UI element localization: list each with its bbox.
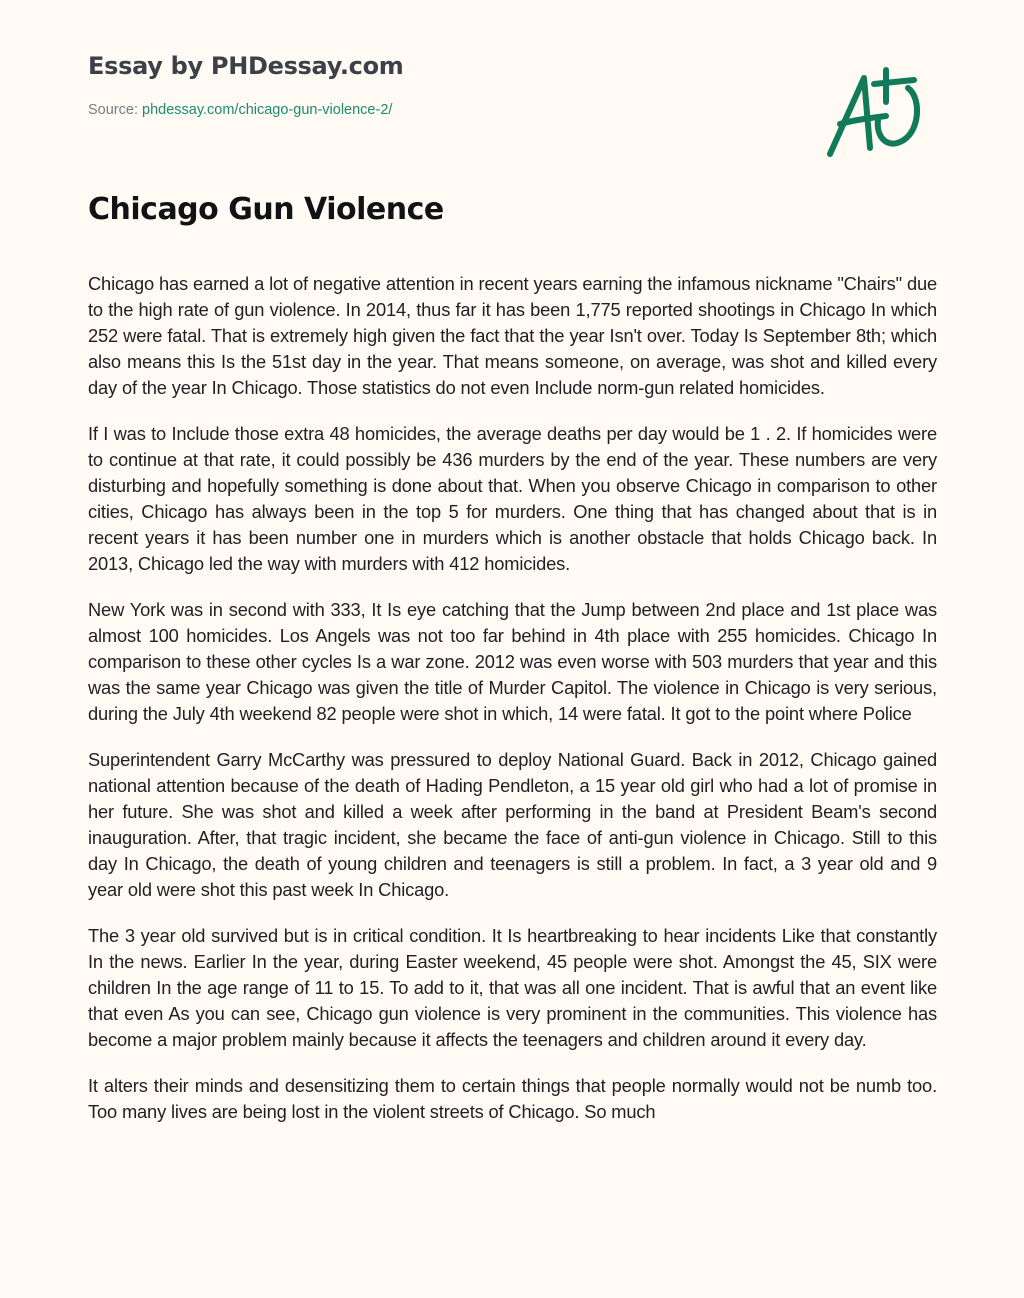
- essay-paragraph: New York was in second with 333, It Is eye catching that the Jump between 2nd place and 1st place was almost 100 homicides. Los Angels was not too far behind in 4th place with 255 homicides. Chicago In comparison to these other cycles Is a war zone. 2012 was even worse with 503 murders that year and this was the same year Chicago was given the title of Murder Capitol. The violence in Chicago is very serious, during the July 4th weekend 82 people were shot in which, 14 were fatal. It got to the point where Police: [88, 599, 937, 724]
- essay-paragraph: The 3 year old survived but is in critical condition. It Is heartbreaking to hear incidents Like that constantly In the news. Earlier In the year, during Easter weekend, 45 people were shot. Amongst the 45, SIX were children In the age range of 11 to 15. To add to it, that was all one incident. That is awful that an event like that even As you can see, Chicago gun violence is very prominent in the communities. This violence has become a major problem mainly because it affects the teenagers and children around it every day.: [88, 925, 937, 1050]
- page-title: Chicago Gun Violence: [88, 192, 444, 227]
- site-title: Essay by PHDessay.com: [88, 52, 404, 80]
- essay-paragraph: Chicago has earned a lot of negative attention in recent years earning the infamous nickname "Chairs" due to the high rate of gun violence. In 2014, thus far it has been 1,775 reported shootings in Chicago In which 252 were fatal. That is extremely high given the fact that the year Isn't over. Today Is September 8th; which also means this Is the 51st day in the year. That means someone, on average, was shot and killed every day of the year In Chicago. Those statistics do not even Include norm-gun related homicides.: [88, 273, 937, 398]
- a-plus-grade-icon: [822, 64, 932, 164]
- essay-paragraph: It alters their minds and desensitizing them to certain things that people normally would not be numb too. Too many lives are being lost in the violent streets of Chicago. So much: [88, 1075, 937, 1122]
- essay-paragraph: Superintendent Garry McCarthy was pressured to deploy National Guard. Back in 2012, Chicago gained national attention because of the death of Hading Pendleton, a 15 year old girl who had a lot of promise in her future. She was shot and killed a week after performing in the band at President Beam's second inauguration. After, that tragic incident, she became the face of anti-gun violence in Chicago. Still to this day In Chicago, the death of young children and teenagers is still a problem. In fact, a 3 year old and 9 year old were shot this past week In Chicago.: [88, 749, 937, 900]
- site-header: [88, 50, 948, 120]
- essay-body: [88, 271, 937, 1145]
- essay-paragraph: If I was to Include those extra 48 homicides, the average deaths per day would be 1 . 2. If homicides were to continue at that rate, it could possibly be 436 murders by the end of the year. These numbers are very disturbing and hopefully something is done about that. When you observe Chicago in comparison to other cities, Chicago has always been in the top 5 for murders. One thing that has changed about that is in recent years it has been number one in murders which is another obstacle that holds Chicago back. In 2013, Chicago led the way with murders with 412 homicides.: [88, 423, 937, 574]
- source-line: [88, 100, 948, 120]
- source-link[interactable]: phdessay.com/chicago-gun-violence-2/: [142, 102, 393, 118]
- source-label: Source:: [88, 102, 138, 118]
